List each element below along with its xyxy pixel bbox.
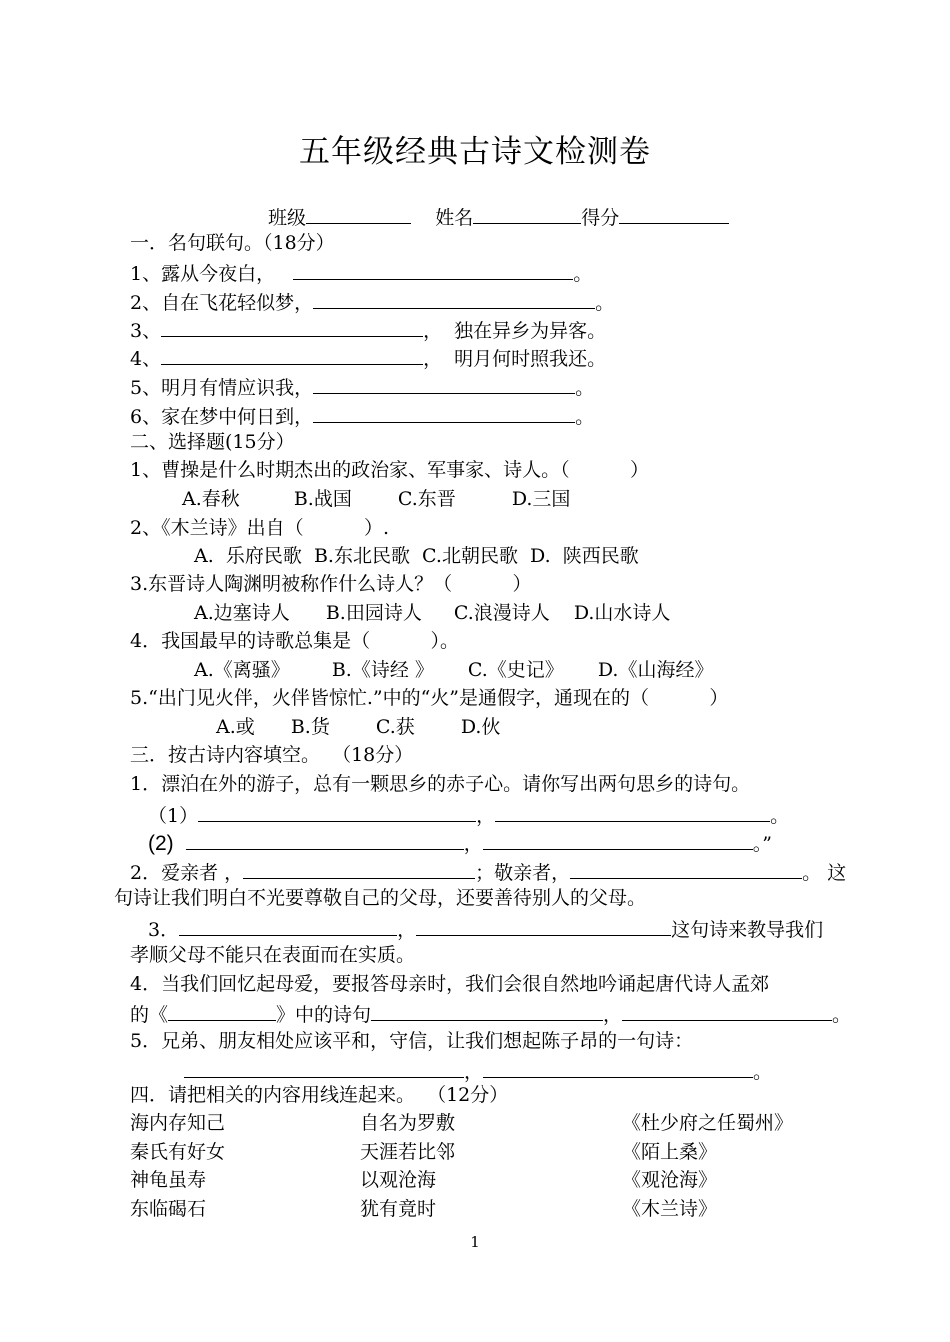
s3-q5-cont [184,1057,772,1084]
s3-q2-cont: 句诗让我们明白不光要尊敬自己的父母，还要善待别人的父母。 [114,887,647,909]
q-text: ， 明月何时照我还。 [423,348,607,370]
answer-blank[interactable] [483,829,753,850]
answer-blank[interactable] [198,801,476,822]
match-item[interactable]: 天涯若比邻 [360,1140,456,1163]
q-text: 的《 [130,1004,169,1026]
s2-q4: 4．我国最早的诗歌总集是（ ）。 [130,630,459,652]
q-text: 这句诗来教导我们 [671,919,824,941]
comma: ， [397,919,417,941]
answer-blank[interactable] [168,1000,276,1021]
q-text: 2．爱亲者 ， [130,862,244,884]
q-end: 。 [832,1004,852,1026]
match-item[interactable]: 犹有竟时 [360,1197,437,1220]
page-number: 1 [470,1233,480,1251]
match-item[interactable]: 《杜少府之任蜀州》 [622,1112,794,1134]
s3-q1: 1．漂泊在外的游子，总有一颗思乡的赤子心。请你写出两句思乡的诗句。 [130,773,751,795]
match-column-3 [622,1111,793,1225]
answer-blank[interactable] [371,1000,603,1021]
option-c[interactable]: C.北朝民歌 [422,545,518,567]
section-1-heading: 一．名句联句。（18分） [130,232,335,254]
match-item[interactable]: 以观沧海 [360,1169,437,1191]
sub-label: (2) [148,832,174,855]
option-d[interactable]: D. 陕西民歌 [530,545,639,567]
q-text: 。 这 [802,862,847,884]
option-d[interactable]: D.《山海经》 [597,659,714,681]
q-end: 。 [770,805,790,827]
option-a[interactable]: A.《离骚》 [194,659,290,681]
score-blank[interactable] [619,203,729,224]
s2-q2: 2、《木兰诗》出自（ ）. [130,517,390,539]
class-blank[interactable] [306,203,411,224]
s1-q2 [130,288,614,315]
match-item[interactable]: 海内存知己 [130,1112,226,1134]
s2-q4-options [194,658,713,682]
q-number: 1、 [130,263,162,285]
section-2-heading: 二、选择题(15分） [130,431,295,453]
q-text: ；敬亲者， [475,862,571,884]
option-a[interactable]: A. 乐府民歌 [194,545,302,567]
s1-q3 [130,316,606,343]
section-4-heading: 四．请把相关的内容用线连起来。 （12分） [130,1084,509,1106]
answer-blank[interactable] [483,1057,753,1078]
q-text: 3． [148,919,180,941]
comma: ， [463,833,483,855]
name-label: 姓名 [435,207,474,229]
answer-blank[interactable] [495,801,770,822]
s2-q2-options [194,544,639,568]
s2-q3: 3.东晋诗人陶渊明被称作什么诗人？（ ） [130,573,532,595]
answer-blank[interactable] [243,858,475,879]
q-text: ， 独在异乡为异客。 [423,320,607,342]
s3-q1-line2 [148,829,772,856]
match-column-1 [130,1111,225,1225]
match-item[interactable]: 自名为罗敷 [360,1112,456,1134]
s1-q1 [130,259,592,286]
match-item[interactable]: 《观沧海》 [622,1169,718,1191]
option-b[interactable]: B.《诗经 》 [331,659,434,681]
option-b[interactable]: B.田园诗人 [325,602,422,624]
s3-q1-line1 [148,801,789,828]
s2-q5: 5.“出门见火伴，火伴皆惊忙.”中的“火”是通假字，通现在的（ ） [130,687,729,709]
s2-q5-options [216,715,500,739]
q-text: 家在梦中何日到， [161,406,314,428]
answer-blank[interactable] [622,1000,832,1021]
answer-blank[interactable] [186,829,464,850]
answer-blank[interactable] [570,858,802,879]
q-number: 4、 [130,348,162,370]
option-a[interactable]: A.或 [216,716,255,738]
q-end: 。 [575,406,595,428]
option-c[interactable]: C.东晋 [397,488,456,510]
sub-label: （1） [148,805,199,827]
q-number: 5、 [130,377,162,399]
q-number: 3、 [130,320,162,342]
answer-blank[interactable] [416,915,671,936]
s3-q3-cont: 孝顺父母不能只在表面而在实质。 [130,944,416,966]
answer-blank[interactable] [161,344,423,365]
q-text: 明月有情应识我， [161,377,314,399]
match-column-2 [360,1111,455,1225]
q-end: 。 [595,292,615,314]
q-end: 。 [753,1061,773,1083]
s1-q6 [130,402,594,429]
answer-blank[interactable] [161,316,423,337]
option-d[interactable]: D.伙 [460,716,501,738]
option-b[interactable]: B.东北民歌 [313,545,410,567]
answer-blank[interactable] [184,1057,464,1078]
answer-blank[interactable] [313,373,575,394]
comma: ， [476,805,496,827]
answer-blank[interactable] [179,915,397,936]
option-d[interactable]: D.山水诗人 [573,602,671,624]
answer-blank[interactable] [293,259,573,280]
s2-q1: 1、曹操是什么时期杰出的政治家、军事家、诗人。（ ） [130,459,649,481]
section-3-heading: 三．按古诗内容填空。 （18分） [130,744,414,766]
q-number: 2、 [130,292,162,314]
option-d[interactable]: D.三国 [511,488,571,510]
name-blank[interactable] [473,203,581,224]
comma: ， [464,1061,484,1083]
q-end: 。 [575,377,595,399]
q-end: 。 [573,263,593,285]
match-item[interactable]: 东临碣石 [130,1197,207,1220]
student-info-row [268,203,729,230]
answer-blank[interactable] [313,402,575,423]
page-title: 五年级经典古诗文检测卷 [299,134,651,170]
option-a[interactable]: A.春秋 [182,488,240,510]
match-item[interactable]: 《木兰诗》 [622,1197,718,1220]
match-item[interactable]: 《陌上桑》 [622,1140,718,1163]
answer-blank[interactable] [313,288,595,309]
match-item[interactable]: 神龟虽寿 [130,1169,207,1191]
s3-q4-cont [130,1000,851,1027]
q-end: 。” [752,833,772,855]
comma: ， [603,1004,623,1026]
s3-q5: 5．兄弟、朋友相处应该平和，守信，让我们想起陈子昂的一句诗： [130,1030,694,1052]
q-number: 6、 [130,406,162,428]
option-a[interactable]: A.边塞诗人 [194,602,290,624]
option-c[interactable]: C.浪漫诗人 [453,602,550,624]
option-b[interactable]: B.战国 [293,488,352,510]
s2-q1-options [182,487,570,511]
score-label: 得分 [581,207,620,229]
s3-q3 [148,915,823,942]
s1-q4 [130,344,606,371]
option-b[interactable]: B.货 [290,716,330,738]
q-text: 露从今夜白， [161,263,276,285]
s3-q2 [130,858,846,885]
match-item[interactable]: 秦氏有好女 [130,1140,226,1163]
s1-q5 [130,373,594,400]
option-c[interactable]: C.获 [375,716,415,738]
s3-q4: 4．当我们回忆起母爱，要报答母亲时，我们会很自然地吟诵起唐代诗人孟郊 [130,973,770,995]
q-text: 》中的诗句 [276,1004,372,1026]
q-text: 自在飞花轻似梦， [161,292,314,314]
option-c[interactable]: C.《史记》 [467,659,564,681]
s2-q3-options [194,601,670,625]
class-label: 班级 [268,207,307,229]
